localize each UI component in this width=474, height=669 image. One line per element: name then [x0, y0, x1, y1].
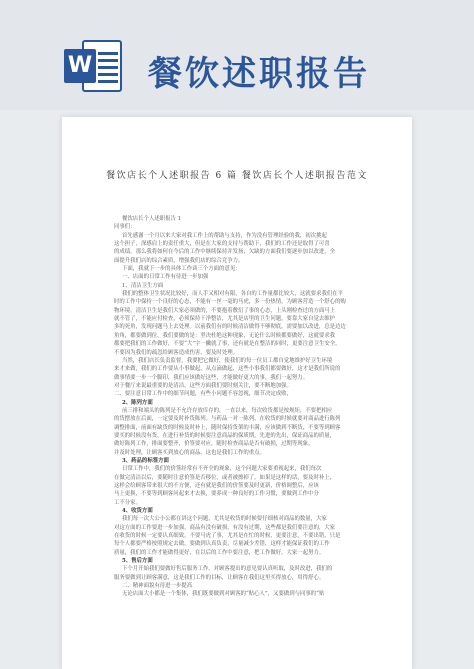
document-line: 多的死角，发现问题马上去处理。以前我们有的时候清洁做得不够彻底，需要加以改进，总是边边: [114, 324, 346, 331]
document-page: [62, 117, 412, 669]
document-line: 二、精神面貌有待进一步提高: [122, 583, 193, 590]
document-line: 我们的整体卫生状况比较好，而人手又相对有限，各自的工作量都比较大，这就要求我们在平: [122, 291, 344, 298]
document-line: 做事情要一步一个脚印，我们应该做好这些，才能做好更大的事，我们一起努力。: [114, 374, 309, 381]
document-line: 来才来做，我们的工作要从小事做起，从点滴做起，这些小事我们都要做好，这才是我们所说的: [114, 366, 341, 373]
document-line: 下个月开始我们要做好售后服务工作，对顾客提出的意见要认真听取，及时改进，我们的: [122, 566, 333, 573]
word-doc-icon: [64, 40, 124, 92]
top-banner: [0, 0, 474, 110]
document-line: 都要把我们的工作做好，不要“大”字一撇就了事，还有就是在整洁的同时，更要注意卫生安全，: [114, 341, 341, 348]
document-line: 首先感谢一个月以来大家对我工作上的帮助与支持，作为没有管理经验的我，初次挑起: [122, 232, 327, 239]
document-line: 我们每一次大公小公都在讲这个问题，尤其是收货的时候要仔细核对商品的数量，大家: [122, 516, 327, 523]
document-line: 对于餐厅来说最重要的是清洁，这些方面我们要时刻关注，要不断地加强。: [114, 382, 292, 389]
document-body: [114, 215, 386, 599]
document-title: 餐饮店长个人述职报告 6 篇 餐饮店长个人述职报告范文: [106, 171, 368, 181]
document-line: 的货摆放在后面，一定要及时补货陈列。与药品一对一陈列，在收货的时候就要对商品进行陈列: [114, 416, 341, 423]
document-line: 在收货的时候一定要认真细致，不要马虎了事，尤其是在忙的时候，更要注意，不要出错，只是: [114, 533, 341, 540]
document-line: 1、清洁卫生方面: [122, 282, 164, 289]
document-line: 当然，我们店长负责监督，我要把它做好，使我们的每一位员工都自觉地维护好卫生环境: [122, 357, 333, 364]
document-line: 一、店面的日常工作有待进一步加强: [122, 274, 209, 281]
document-line: 质量，我们的工作才能做得更好，在以后的工作中要注意，把工作做好，大家一起努力。: [114, 549, 325, 556]
document-line: 这个担子，深感肩上的责任重大，但是在大家的支持与帮助下，我们的工作还是取得了可喜: [114, 241, 330, 248]
document-line: 工不分家。: [114, 499, 141, 506]
document-line: 的成绩，那么我将如何在今后的工作中继续保持并发扬，欠缺的方面我们要逐步加以改进，全: [114, 249, 336, 256]
document-line: 并及时处理，让顾客买到放心的商品，这也是我们工作的重点。: [114, 449, 265, 456]
document-line: 在做完清洁以后，要随时注意价签是否移位，或者被擦掉了，如果是这样的话，要及时补上，: [114, 474, 336, 481]
document-line: 4、收货方面: [122, 508, 153, 515]
document-line: 不要因为我们的疏忽给顾客造成伤害，要及时处理。: [114, 349, 238, 356]
document-line: 调整排面，前面有缺货的时候及时补上，随时保持货架的丰满，应该做到不断货，不要等到顾客: [114, 424, 341, 431]
document-line: 二、要注意日常工作中的细节问题，有些小问题不容忽视，细节决定成败，: [114, 391, 292, 398]
document-line: 对这方面的工作要进一步加强，商品有没有破损，有没有过期，这些都是我们要注意的，大家: [114, 524, 336, 531]
document-line: 服务要做到让顾客满意，这是我们工作的目标，让顾客在我们这里买得放心，用得舒心。: [114, 574, 325, 581]
document-line: 前三排和端头的陈列是不允许存放库存的，一直以来，每次收货都是按规矩，不要把相应: [122, 407, 333, 414]
document-line: 做好陈列工作，排面要整齐，价签要对应，随时检查商品是否有破损，过期等现象，: [114, 441, 314, 448]
banner-title: 餐饮述职报告: [148, 54, 370, 94]
document-line: 下面，我就下一步的具体工作谈三个方面的意见：: [122, 266, 241, 273]
document-line: 同事们：: [114, 224, 136, 231]
document-line: 餐饮店长个人述职报告 1: [122, 216, 182, 222]
document-line: 角角，都要做到位，我们要做的是：坚决杜绝这种现象，无论什么时候都要做好，这就要求我: [114, 332, 336, 339]
document-line: 无论店面大小都是一个集体，我们既要做到对顾客的“贴心人”，又要做到与同事的“贴: [122, 591, 325, 598]
document-line: 每个人都要严格按照规定去做，要做到认真负责，尽量减少差错，这样才能保证我们的工作: [114, 541, 330, 548]
document-line: 物环境。清洁卫生是我们大家必须做的，不要抱着敷衍了事的心态，上头刚检查过的方面马上: [114, 307, 336, 314]
document-line: 5、售后方面: [122, 558, 153, 565]
document-line: 面提升我们店的综合素质，增强我们店的综合竞争力。: [114, 257, 244, 264]
document-line: 要买的时候没有货，在进行补货的时候要注意商品的保质期，先进的先出，保证商品的质量，: [114, 432, 336, 439]
document-line: 3、药品的标签方面: [122, 457, 169, 464]
document-line: 就不管了，不能应付检查，必须保持干净整洁，尤其是店里的卫生问题，要靠大家自觉去维护: [114, 316, 336, 323]
document-line: 2、陈列方面: [122, 399, 153, 406]
word-badge: W: [64, 49, 96, 83]
document-line: 日常工作中，我们的价签经常有不齐全的现象，这个问题大家要重视起来，我们每次: [122, 466, 322, 473]
document-line: 时的工作中保持一个良好的心态，不能有一丝一毫的马虎，多一份热情，为顾客营造一个舒心的购: [114, 299, 346, 306]
document-line: 马上更换，不要等到顾客问起来才去换，要养成一种良好的工作习惯，要做到工作中分: [114, 491, 319, 498]
document-line: 这样会给顾客带来很大的不方便，还有就是我们的价签要及时更新，价格调整后，应该: [114, 483, 319, 489]
